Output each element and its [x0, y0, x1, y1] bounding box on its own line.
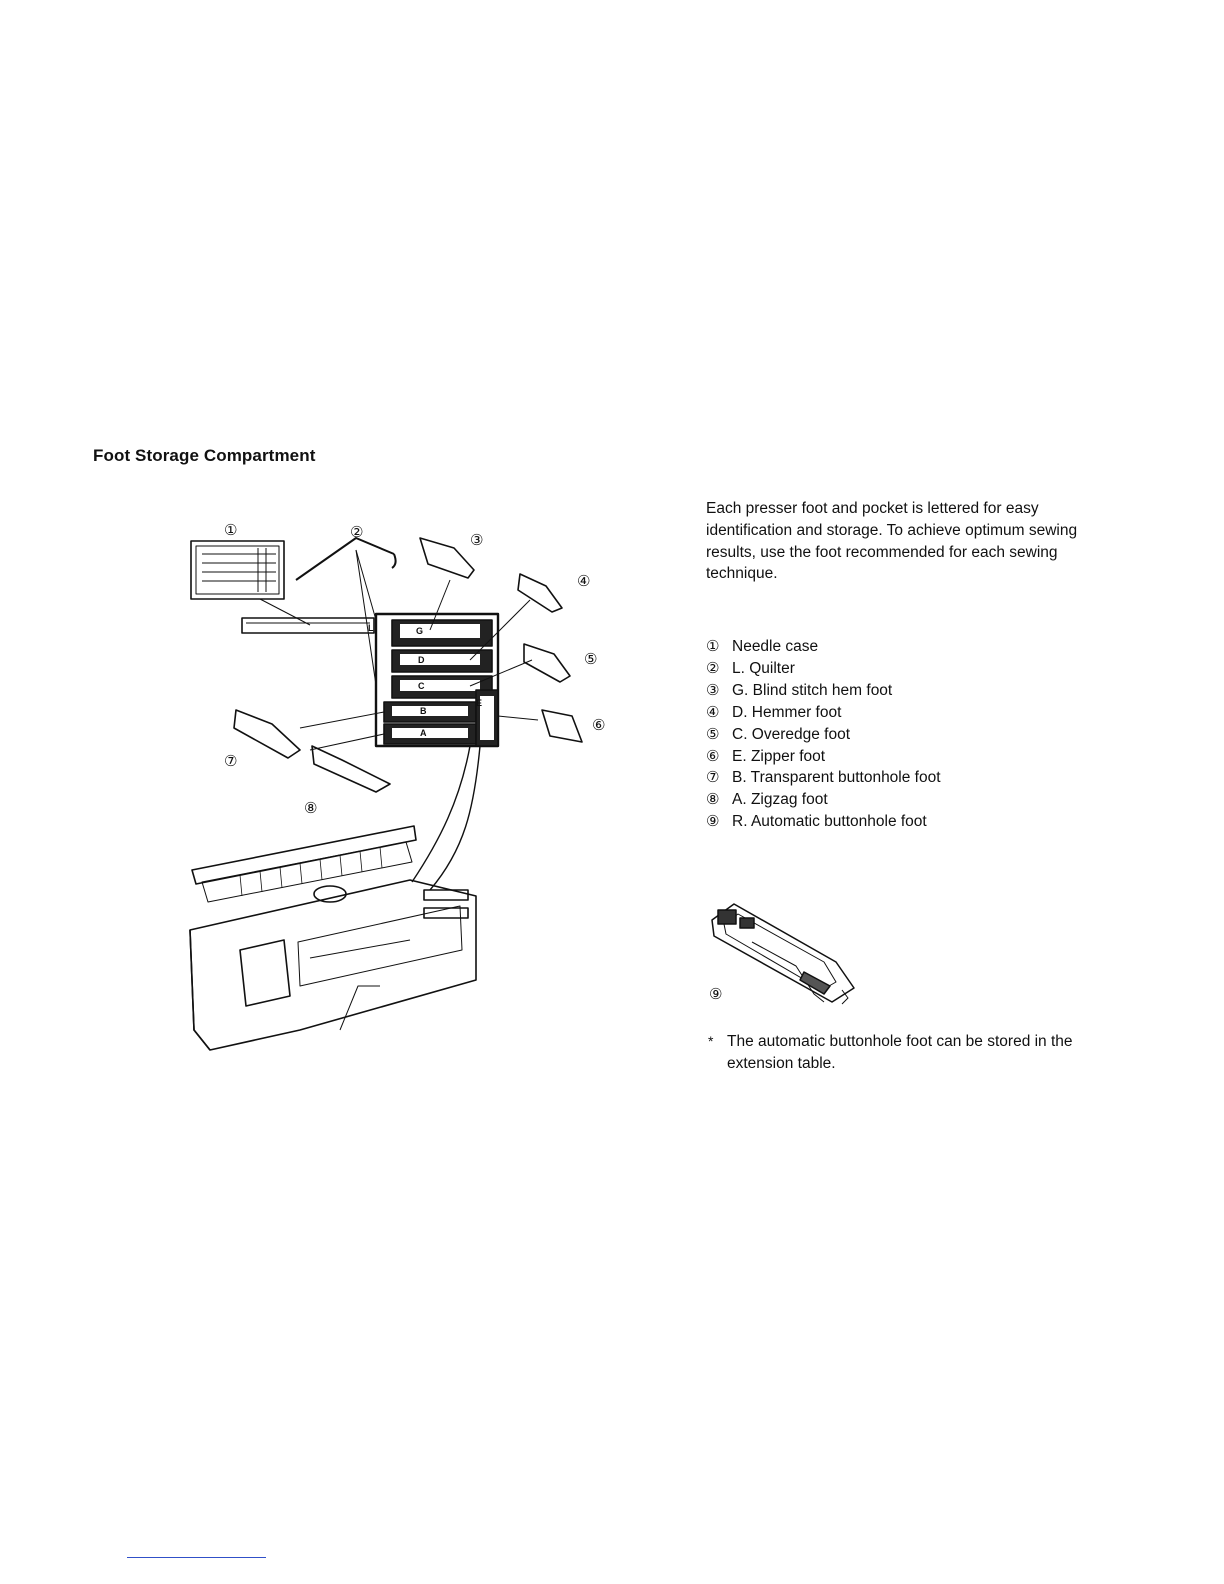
note-text: The automatic buttonhole foot can be stored in the extension table.	[727, 1033, 1073, 1072]
compartment-letter-e: E	[476, 698, 483, 708]
item-number: ⑥	[706, 746, 720, 765]
item-label: R. Automatic buttonhole foot	[732, 813, 927, 831]
figure-callout-1: ①	[224, 521, 238, 539]
list-item	[706, 746, 941, 768]
item-label: C. Overedge foot	[732, 725, 851, 743]
list-item	[706, 680, 941, 702]
item-label: E. Zipper foot	[732, 747, 826, 765]
needle-case-drawing	[191, 541, 284, 599]
item-label: G. Blind stitch hem foot	[732, 681, 893, 699]
parts-list	[706, 636, 941, 833]
intro-paragraph	[706, 498, 1106, 585]
compartment-letter-c: C	[418, 681, 425, 691]
item-number: ④	[706, 702, 720, 721]
item-label: D. Hemmer foot	[732, 703, 842, 721]
figure-callout-3: ③	[470, 531, 484, 549]
list-item	[706, 702, 941, 724]
transparent-foot-drawing	[234, 710, 300, 758]
list-item	[706, 636, 941, 658]
sewing-machine-drawing	[190, 826, 476, 1050]
compartment-letter-g: G	[416, 626, 424, 636]
blind-hem-foot-drawing	[420, 538, 474, 578]
section-title: Foot Storage Compartment	[93, 446, 316, 465]
zipper-foot-drawing	[542, 710, 582, 742]
list-item	[706, 658, 941, 680]
quilter-drawing	[296, 538, 394, 580]
intro-text: Each presser foot and pocket is lettered for easy identification and storage. To achieve optimum sewing results, use the foot recommended for each sewing technique.	[706, 500, 1078, 583]
item-label: Needle case	[732, 638, 819, 655]
asterisk-icon: *	[708, 1033, 714, 1049]
compartment-letter-l: L	[368, 623, 374, 633]
item-number: ⑤	[706, 724, 720, 743]
item-number: ⑨	[706, 812, 720, 831]
item-number: ①	[706, 637, 720, 655]
list-item	[706, 789, 941, 811]
compartment-letter-a: A	[420, 728, 427, 738]
buttonhole-callout: ⑨	[709, 985, 723, 1003]
item-label: B. Transparent buttonhole foot	[732, 769, 941, 787]
item-label: L. Quilter	[732, 659, 795, 677]
storage-note	[708, 1031, 1118, 1075]
list-item	[706, 767, 941, 789]
figure-callout-4: ④	[577, 572, 591, 590]
footer-rule	[127, 1557, 266, 1558]
foot-storage-illustration	[180, 510, 640, 1070]
overedge-foot-drawing	[524, 644, 570, 682]
compartment-letter-d: D	[418, 655, 425, 665]
zigzag-foot-drawing	[312, 746, 390, 792]
item-number: ②	[706, 658, 720, 677]
list-item	[706, 811, 941, 833]
l-tray-drawing	[242, 618, 374, 633]
compartment-letter-b: B	[420, 706, 427, 716]
item-number: ⑧	[706, 790, 720, 809]
hemmer-foot-drawing	[518, 574, 562, 612]
figure-callout-2: ②	[350, 523, 364, 541]
buttonhole-foot-illustration	[704, 898, 864, 1010]
figure-callout-5: ⑤	[584, 650, 598, 668]
figure-callout-7: ⑦	[224, 752, 238, 770]
item-number: ③	[706, 680, 720, 699]
item-label: A. Zigzag foot	[732, 791, 828, 809]
list-item	[706, 724, 941, 746]
item-number: ⑦	[706, 768, 720, 787]
figure-callout-8: ⑧	[304, 799, 318, 817]
figure-callout-6: ⑥	[592, 716, 606, 734]
